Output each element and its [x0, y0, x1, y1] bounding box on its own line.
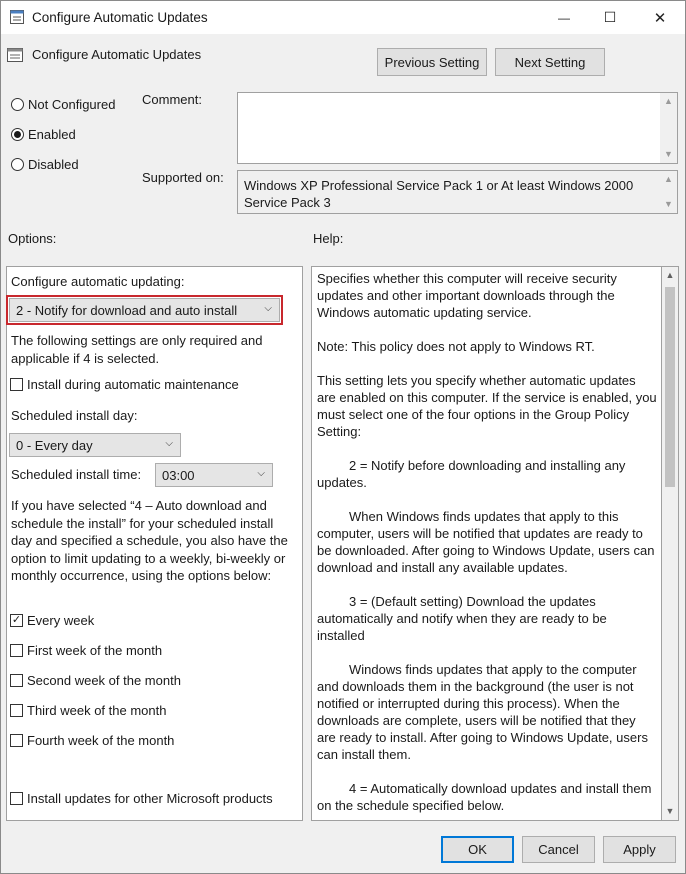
- disabled-label: Disabled: [28, 157, 79, 172]
- minimize-button[interactable]: [541, 1, 587, 34]
- chevron-down-icon: ⌵: [257, 468, 265, 479]
- scheduled-day-select[interactable]: [9, 433, 181, 457]
- help-paragraph: Windows finds updates that apply to the computer and downloads them in the background (the user is not notified or interrupted during this process). When the downloads are complete, users will be notified that they are ready to install. After going to Windows Update, users can install them.: [317, 662, 648, 762]
- help-paragraph: 3 = (Default setting) Download the updates automatically and notify when they are ready to be installed: [317, 594, 607, 643]
- other-products-checkbox[interactable]: [10, 792, 23, 805]
- comment-label: Comment:: [142, 92, 202, 107]
- scroll-up-icon[interactable]: ▲: [664, 174, 673, 184]
- scroll-down-icon[interactable]: ▼: [664, 149, 673, 159]
- help-label: Help:: [313, 231, 344, 246]
- second-week-checkbox[interactable]: [10, 674, 23, 687]
- help-paragraph: Note: This policy does not apply to Windows RT.: [317, 339, 595, 354]
- install-maintenance-label: Install during automatic maintenance: [27, 377, 239, 392]
- scheduled-day-label: Scheduled install day:: [11, 408, 138, 423]
- scroll-down-icon[interactable]: ▼: [665, 806, 675, 816]
- help-panel: [311, 266, 662, 821]
- first-week-label: First week of the month: [27, 643, 163, 658]
- previous-setting-button[interactable]: Previous Setting: [377, 48, 487, 76]
- chevron-down-icon: ⌵: [165, 438, 173, 449]
- enabled-label: Enabled: [28, 127, 76, 142]
- supported-on-box: [237, 170, 678, 214]
- fourth-week-checkbox[interactable]: [10, 734, 23, 747]
- help-paragraph: 4 = Automatically download updates and install them on the schedule specified below.: [317, 781, 652, 813]
- configure-updating-label: Configure automatic updating:: [11, 274, 185, 289]
- supported-scrollbar[interactable]: [660, 171, 677, 213]
- policy-app-icon: [10, 10, 24, 24]
- fourth-week-label: Fourth week of the month: [27, 733, 175, 748]
- limit-updating-text: If you have selected “4 – Auto download and schedule the install” for your scheduled install day and specified a schedule, you also have the option to limit updating to a weekly, bi-weekly or monthly occurrence, using the options below:: [11, 498, 288, 583]
- policy-title: Configure Automatic Updates: [32, 47, 202, 62]
- apply-button[interactable]: Apply: [603, 836, 676, 863]
- third-week-label: Third week of the month: [27, 703, 167, 718]
- only-required-text: The following settings are only required and applicable if 4 is selected.: [11, 333, 263, 366]
- scroll-up-icon[interactable]: ▲: [664, 96, 673, 106]
- policy-setting-icon: [7, 47, 23, 63]
- options-panel: [6, 266, 303, 821]
- enabled-radio[interactable]: [11, 128, 24, 141]
- help-paragraph: 2 = Notify before downloading and installing any updates.: [317, 458, 626, 490]
- window-title: Configure Automatic Updates: [32, 10, 208, 25]
- scheduled-time-value: 03:00: [162, 467, 195, 483]
- next-setting-button[interactable]: Next Setting: [495, 48, 605, 76]
- install-maintenance-checkbox[interactable]: [10, 378, 23, 391]
- first-week-checkbox[interactable]: [10, 644, 23, 657]
- disabled-radio[interactable]: [11, 158, 24, 171]
- options-label: Options:: [8, 231, 57, 246]
- scheduled-time-label: Scheduled install time:: [11, 467, 142, 482]
- scroll-down-icon[interactable]: ▼: [664, 199, 673, 209]
- close-button[interactable]: [637, 1, 683, 34]
- configure-updating-select[interactable]: [9, 298, 280, 322]
- not-configured-radio[interactable]: [11, 98, 24, 111]
- checkmark-icon: ✓: [11, 614, 22, 626]
- help-paragraph: This setting lets you specify whether automatic updates are enabled on this computer. If the service is enabled, you must select one of the four options in the Group Policy Setting:: [317, 373, 657, 439]
- scheduled-time-select[interactable]: [155, 463, 273, 487]
- minimize-icon: —: [558, 10, 570, 25]
- scroll-up-icon[interactable]: ▲: [665, 270, 675, 280]
- maximize-icon: ☐: [603, 9, 617, 25]
- other-products-label: Install updates for other Microsoft products: [27, 791, 273, 806]
- scheduled-day-value: 0 - Every day: [16, 437, 93, 453]
- help-paragraph: Specifies whether this computer will receive security updates and other important downloads through the Windows automatic updating service.: [317, 271, 617, 320]
- close-icon: ✕: [653, 9, 667, 27]
- help-scroll-thumb[interactable]: [665, 287, 675, 487]
- not-configured-label: Not Configured: [28, 97, 116, 112]
- ok-button[interactable]: OK: [441, 836, 514, 863]
- maximize-button[interactable]: [587, 1, 633, 34]
- configure-updating-value: 2 - Notify for download and auto install: [16, 302, 238, 318]
- third-week-checkbox[interactable]: [10, 704, 23, 717]
- supported-on-label: Supported on:: [142, 170, 224, 185]
- cancel-button[interactable]: Cancel: [522, 836, 595, 863]
- supported-on-value: Windows XP Professional Service Pack 1 or At least Windows 2000 Service Pack 3: [244, 178, 634, 210]
- comment-scrollbar[interactable]: [660, 93, 677, 163]
- help-scrollbar[interactable]: [662, 266, 679, 821]
- title-bar: [1, 1, 685, 34]
- comment-textarea[interactable]: [237, 92, 678, 164]
- help-paragraph: When Windows finds updates that apply to this computer, users will be notified that updates are ready to be downloaded. After going to Windows Update, users can download and install any available updates.: [317, 509, 655, 575]
- every-week-checkbox[interactable]: [10, 614, 23, 627]
- every-week-label: Every week: [27, 613, 95, 628]
- second-week-label: Second week of the month: [27, 673, 181, 688]
- chevron-down-icon: ⌵: [264, 303, 272, 314]
